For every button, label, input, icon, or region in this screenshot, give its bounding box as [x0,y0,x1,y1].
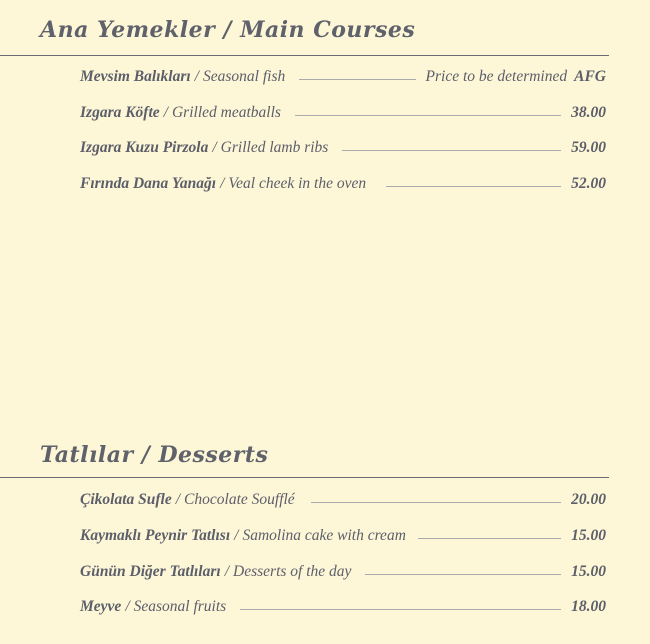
item-turkish-name: Günün Diğer Tatlıları [80,563,221,580]
dotted-leader [342,150,561,151]
item-separator: / [163,104,168,121]
dotted-leader [418,538,561,539]
item-english-name: Seasonal fruits [133,598,227,615]
item-separator: / [175,491,181,508]
item-separator: / [234,527,239,544]
item-turkish-name: Izgara Kuzu Pirzola [80,139,209,156]
price-box [571,139,606,157]
menu-item [80,103,606,123]
menu-item [80,597,606,617]
menu-item [80,562,606,582]
price-note: Price to be determined [425,68,568,85]
dotted-leader [240,609,561,610]
section-title: Ana Yemekler / Main Courses [40,17,416,43]
price-box [571,527,606,545]
item-english-name: Seasonal fish [202,68,286,85]
dotted-leader [311,502,561,503]
price-box [571,104,606,122]
item-price: 59.00 [571,139,606,156]
item-turkish-name: Çikolata Sufle [80,491,172,508]
price-box [571,598,606,616]
dotted-leader [295,115,561,116]
price-box [571,563,606,581]
price-box [426,68,606,86]
item-turkish-name: Meyve [80,598,122,615]
item-separator: / [220,175,225,192]
item-english-name: Veal cheek in the oven [228,175,367,192]
dotted-leader [386,186,561,187]
item-price: 52.00 [571,175,606,192]
item-english-name: Desserts of the day [233,563,352,580]
menu-item [80,174,606,194]
item-price: 38.00 [571,104,606,121]
item-price: 15.00 [571,563,606,580]
item-price: AFG [574,68,606,85]
menu-item [80,138,606,158]
price-box [571,491,606,509]
item-price: 18.00 [571,598,606,615]
menu-item [80,67,606,87]
menu-item [80,490,606,510]
item-english-name: Samolina cake with cream [242,527,406,544]
item-turkish-name: Fırında Dana Yanağı [80,175,217,192]
menu-item [80,526,606,546]
item-english-name: Grilled lamb ribs [220,139,329,156]
item-turkish-name: Kaymaklı Peynir Tatlısı [80,527,231,544]
dotted-leader [299,79,415,80]
item-separator: / [194,68,199,85]
item-english-name: Chocolate Soufflé [184,491,295,508]
section-title: Tatlılar / Desserts [40,442,269,468]
section-divider [0,477,609,478]
item-separator: / [125,598,130,615]
section-divider [0,55,609,56]
dotted-leader [365,574,561,575]
item-turkish-name: Mevsim Balıkları [80,68,191,85]
item-separator: / [224,563,230,580]
item-separator: / [212,139,217,156]
item-turkish-name: Izgara Köfte [80,104,160,121]
item-price: 20.00 [571,491,606,508]
item-price: 15.00 [571,527,606,544]
item-english-name: Grilled meatballs [171,104,281,121]
price-box [571,175,606,193]
